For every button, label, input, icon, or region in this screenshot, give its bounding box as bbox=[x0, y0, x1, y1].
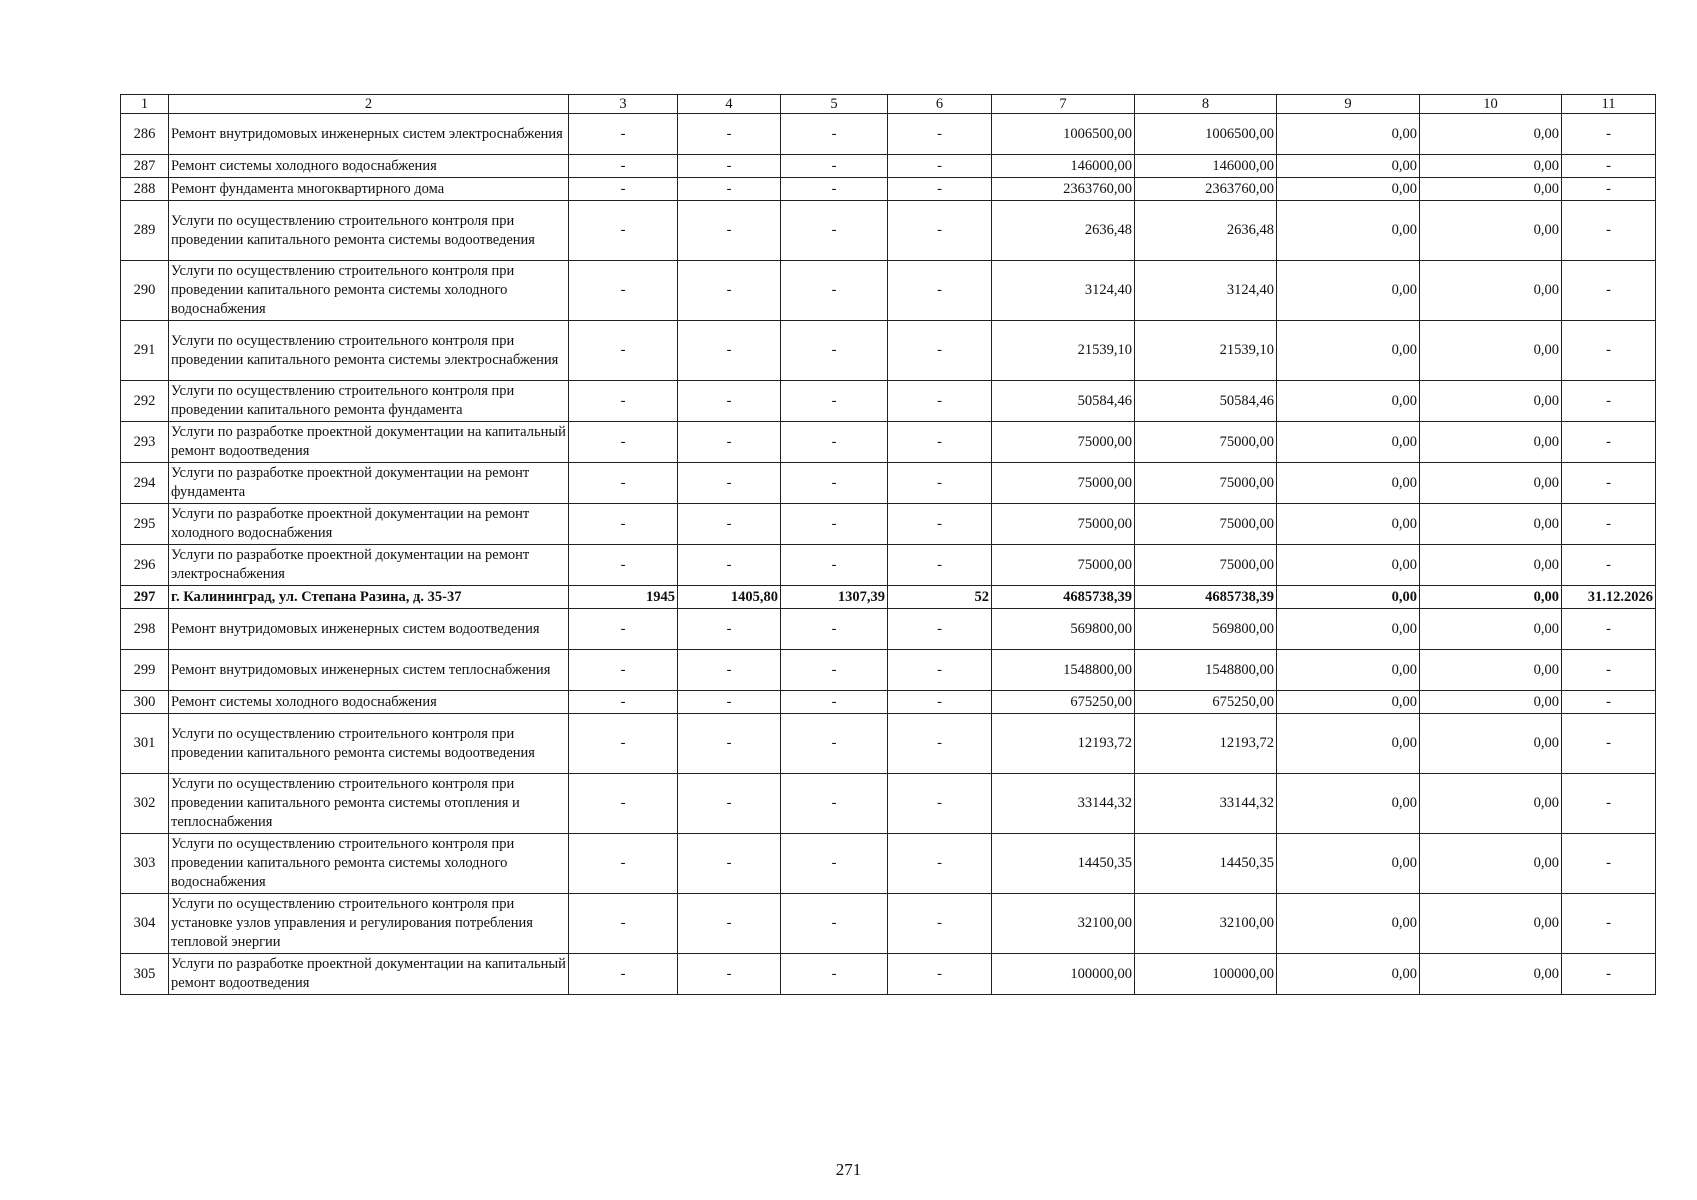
row-number: 300 bbox=[121, 691, 169, 714]
cell-col11: - bbox=[1562, 774, 1656, 834]
cell-col11: - bbox=[1562, 545, 1656, 586]
table-row bbox=[121, 834, 1656, 894]
cell-col10: 0,00 bbox=[1420, 691, 1562, 714]
table-row bbox=[121, 586, 1656, 609]
cell-col5: - bbox=[781, 422, 888, 463]
cell-col3: - bbox=[569, 691, 678, 714]
col-header-10: 10 bbox=[1420, 95, 1562, 114]
table-row bbox=[121, 650, 1656, 691]
row-description: Услуги по осуществлению строительного контроля при проведении капитального ремонта системы холодного водоснабжения bbox=[169, 261, 569, 321]
cell-col9: 0,00 bbox=[1277, 114, 1420, 155]
cell-col9: 0,00 bbox=[1277, 545, 1420, 586]
cell-col7: 4685738,39 bbox=[992, 586, 1135, 609]
cell-col4: - bbox=[678, 834, 781, 894]
cell-col9: 0,00 bbox=[1277, 463, 1420, 504]
cell-col10: 0,00 bbox=[1420, 894, 1562, 954]
cell-col10: 0,00 bbox=[1420, 650, 1562, 691]
row-description: Услуги по разработке проектной документации на ремонт электроснабжения bbox=[169, 545, 569, 586]
cell-col7: 21539,10 bbox=[992, 321, 1135, 381]
cell-col7: 2363760,00 bbox=[992, 178, 1135, 201]
cell-col5: - bbox=[781, 834, 888, 894]
cell-col11: - bbox=[1562, 155, 1656, 178]
cell-col5: 1307,39 bbox=[781, 586, 888, 609]
row-description: Услуги по осуществлению строительного контроля при проведении капитального ремонта системы отопления и теплоснабжения bbox=[169, 774, 569, 834]
cell-col9: 0,00 bbox=[1277, 586, 1420, 609]
cell-col7: 2636,48 bbox=[992, 201, 1135, 261]
cell-col4: - bbox=[678, 261, 781, 321]
cell-col5: - bbox=[781, 609, 888, 650]
cell-col11: - bbox=[1562, 691, 1656, 714]
table-row bbox=[121, 714, 1656, 774]
row-description: Услуги по осуществлению строительного контроля при проведении капитального ремонта фундамента bbox=[169, 381, 569, 422]
cell-col11: - bbox=[1562, 834, 1656, 894]
cell-col10: 0,00 bbox=[1420, 609, 1562, 650]
cell-col6: - bbox=[888, 422, 992, 463]
cell-col6: - bbox=[888, 774, 992, 834]
cell-col11: - bbox=[1562, 261, 1656, 321]
cell-col7: 32100,00 bbox=[992, 894, 1135, 954]
cell-col6: - bbox=[888, 691, 992, 714]
cell-col5: - bbox=[781, 774, 888, 834]
cell-col8: 146000,00 bbox=[1135, 155, 1277, 178]
row-number: 293 bbox=[121, 422, 169, 463]
row-number: 292 bbox=[121, 381, 169, 422]
row-number: 303 bbox=[121, 834, 169, 894]
cell-col6: - bbox=[888, 650, 992, 691]
row-description: Ремонт системы холодного водоснабжения bbox=[169, 155, 569, 178]
cell-col9: 0,00 bbox=[1277, 201, 1420, 261]
row-number: 288 bbox=[121, 178, 169, 201]
cell-col4: - bbox=[678, 201, 781, 261]
row-number: 295 bbox=[121, 504, 169, 545]
cell-col5: - bbox=[781, 114, 888, 155]
cell-col10: 0,00 bbox=[1420, 261, 1562, 321]
cell-col10: 0,00 bbox=[1420, 155, 1562, 178]
cell-col5: - bbox=[781, 261, 888, 321]
cell-col6: - bbox=[888, 321, 992, 381]
cell-col8: 2363760,00 bbox=[1135, 178, 1277, 201]
cell-col4: - bbox=[678, 321, 781, 381]
cell-col8: 4685738,39 bbox=[1135, 586, 1277, 609]
cell-col5: - bbox=[781, 545, 888, 586]
col-header-7: 7 bbox=[992, 95, 1135, 114]
cell-col9: 0,00 bbox=[1277, 894, 1420, 954]
cell-col7: 675250,00 bbox=[992, 691, 1135, 714]
table-row bbox=[121, 114, 1656, 155]
cell-col8: 100000,00 bbox=[1135, 954, 1277, 995]
cell-col4: - bbox=[678, 650, 781, 691]
cell-col4: - bbox=[678, 155, 781, 178]
cell-col9: 0,00 bbox=[1277, 609, 1420, 650]
row-description: Ремонт фундамента многоквартирного дома bbox=[169, 178, 569, 201]
row-number: 302 bbox=[121, 774, 169, 834]
cell-col10: 0,00 bbox=[1420, 954, 1562, 995]
cell-col11: 31.12.2026 bbox=[1562, 586, 1656, 609]
cell-col8: 12193,72 bbox=[1135, 714, 1277, 774]
cell-col10: 0,00 bbox=[1420, 504, 1562, 545]
cell-col3: - bbox=[569, 201, 678, 261]
table-row bbox=[121, 178, 1656, 201]
cell-col7: 12193,72 bbox=[992, 714, 1135, 774]
cell-col9: 0,00 bbox=[1277, 650, 1420, 691]
row-number: 304 bbox=[121, 894, 169, 954]
table-row bbox=[121, 504, 1656, 545]
cell-col7: 100000,00 bbox=[992, 954, 1135, 995]
cell-col8: 75000,00 bbox=[1135, 504, 1277, 545]
cell-col3: - bbox=[569, 178, 678, 201]
cell-col4: - bbox=[678, 609, 781, 650]
cell-col3: - bbox=[569, 609, 678, 650]
cell-col8: 75000,00 bbox=[1135, 463, 1277, 504]
cell-col10: 0,00 bbox=[1420, 381, 1562, 422]
row-description: Услуги по осуществлению строительного контроля при проведении капитального ремонта системы водоотведения bbox=[169, 201, 569, 261]
table-row bbox=[121, 381, 1656, 422]
cell-col9: 0,00 bbox=[1277, 155, 1420, 178]
row-number: 305 bbox=[121, 954, 169, 995]
col-header-8: 8 bbox=[1135, 95, 1277, 114]
cell-col7: 33144,32 bbox=[992, 774, 1135, 834]
cell-col8: 1006500,00 bbox=[1135, 114, 1277, 155]
cell-col11: - bbox=[1562, 894, 1656, 954]
cell-col3: - bbox=[569, 463, 678, 504]
cell-col9: 0,00 bbox=[1277, 261, 1420, 321]
row-description: Услуги по осуществлению строительного контроля при проведении капитального ремонта системы водоотведения bbox=[169, 714, 569, 774]
cell-col8: 14450,35 bbox=[1135, 834, 1277, 894]
cell-col3: - bbox=[569, 261, 678, 321]
table-row bbox=[121, 894, 1656, 954]
cell-col5: - bbox=[781, 954, 888, 995]
cell-col5: - bbox=[781, 650, 888, 691]
row-number: 287 bbox=[121, 155, 169, 178]
cell-col6: - bbox=[888, 504, 992, 545]
table-row bbox=[121, 261, 1656, 321]
cell-col3: - bbox=[569, 774, 678, 834]
cell-col8: 75000,00 bbox=[1135, 422, 1277, 463]
cell-col5: - bbox=[781, 894, 888, 954]
col-header-2: 2 bbox=[169, 95, 569, 114]
cell-col6: - bbox=[888, 545, 992, 586]
cell-col11: - bbox=[1562, 422, 1656, 463]
cell-col6: - bbox=[888, 609, 992, 650]
cell-col5: - bbox=[781, 463, 888, 504]
cell-col4: - bbox=[678, 178, 781, 201]
cell-col6: - bbox=[888, 261, 992, 321]
col-header-4: 4 bbox=[678, 95, 781, 114]
cell-col10: 0,00 bbox=[1420, 774, 1562, 834]
cell-col10: 0,00 bbox=[1420, 463, 1562, 504]
col-header-1: 1 bbox=[121, 95, 169, 114]
cell-col8: 569800,00 bbox=[1135, 609, 1277, 650]
cell-col9: 0,00 bbox=[1277, 504, 1420, 545]
cell-col10: 0,00 bbox=[1420, 201, 1562, 261]
cell-col7: 1006500,00 bbox=[992, 114, 1135, 155]
cell-col11: - bbox=[1562, 321, 1656, 381]
cell-col7: 569800,00 bbox=[992, 609, 1135, 650]
row-description: Услуги по разработке проектной документации на ремонт холодного водоснабжения bbox=[169, 504, 569, 545]
row-description: Услуги по осуществлению строительного контроля при проведении капитального ремонта системы холодного водоснабжения bbox=[169, 834, 569, 894]
cell-col8: 2636,48 bbox=[1135, 201, 1277, 261]
cell-col4: - bbox=[678, 114, 781, 155]
row-number: 286 bbox=[121, 114, 169, 155]
table-row bbox=[121, 463, 1656, 504]
cell-col6: - bbox=[888, 155, 992, 178]
table-row bbox=[121, 954, 1656, 995]
cell-col11: - bbox=[1562, 609, 1656, 650]
cell-col7: 14450,35 bbox=[992, 834, 1135, 894]
cell-col3: 1945 bbox=[569, 586, 678, 609]
cell-col4: - bbox=[678, 545, 781, 586]
table-row bbox=[121, 155, 1656, 178]
cell-col3: - bbox=[569, 504, 678, 545]
cell-col5: - bbox=[781, 381, 888, 422]
cell-col4: - bbox=[678, 381, 781, 422]
col-header-9: 9 bbox=[1277, 95, 1420, 114]
cell-col7: 3124,40 bbox=[992, 261, 1135, 321]
cell-col8: 3124,40 bbox=[1135, 261, 1277, 321]
cell-col11: - bbox=[1562, 114, 1656, 155]
cell-col6: - bbox=[888, 201, 992, 261]
cell-col7: 1548800,00 bbox=[992, 650, 1135, 691]
cell-col5: - bbox=[781, 691, 888, 714]
cell-col8: 21539,10 bbox=[1135, 321, 1277, 381]
cell-col6: - bbox=[888, 714, 992, 774]
cell-col3: - bbox=[569, 155, 678, 178]
cell-col3: - bbox=[569, 381, 678, 422]
cell-col10: 0,00 bbox=[1420, 834, 1562, 894]
cell-col3: - bbox=[569, 545, 678, 586]
cell-col4: - bbox=[678, 714, 781, 774]
row-description: Ремонт системы холодного водоснабжения bbox=[169, 691, 569, 714]
cell-col5: - bbox=[781, 178, 888, 201]
cell-col11: - bbox=[1562, 178, 1656, 201]
header-row bbox=[121, 95, 1656, 114]
cell-col10: 0,00 bbox=[1420, 178, 1562, 201]
row-description: Услуги по разработке проектной документации на капитальный ремонт водоотведения bbox=[169, 954, 569, 995]
cell-col10: 0,00 bbox=[1420, 114, 1562, 155]
table-row bbox=[121, 545, 1656, 586]
cell-col6: - bbox=[888, 463, 992, 504]
cell-col8: 675250,00 bbox=[1135, 691, 1277, 714]
cell-col10: 0,00 bbox=[1420, 545, 1562, 586]
cell-col9: 0,00 bbox=[1277, 834, 1420, 894]
cell-col4: - bbox=[678, 894, 781, 954]
cell-col10: 0,00 bbox=[1420, 586, 1562, 609]
table-row bbox=[121, 774, 1656, 834]
cell-col8: 50584,46 bbox=[1135, 381, 1277, 422]
data-table bbox=[120, 94, 1656, 995]
cell-col9: 0,00 bbox=[1277, 714, 1420, 774]
cell-col3: - bbox=[569, 114, 678, 155]
row-description: Услуги по осуществлению строительного контроля при установке узлов управления и регулирования потребления тепловой энергии bbox=[169, 894, 569, 954]
row-description: Услуги по осуществлению строительного контроля при проведении капитального ремонта системы электроснабжения bbox=[169, 321, 569, 381]
cell-col4: - bbox=[678, 504, 781, 545]
cell-col9: 0,00 bbox=[1277, 422, 1420, 463]
cell-col6: - bbox=[888, 954, 992, 995]
cell-col7: 146000,00 bbox=[992, 155, 1135, 178]
cell-col4: 1405,80 bbox=[678, 586, 781, 609]
cell-col9: 0,00 bbox=[1277, 178, 1420, 201]
row-description: г. Калининград, ул. Степана Разина, д. 35-37 bbox=[169, 586, 569, 609]
row-number: 290 bbox=[121, 261, 169, 321]
row-number: 296 bbox=[121, 545, 169, 586]
cell-col6: - bbox=[888, 178, 992, 201]
cell-col7: 50584,46 bbox=[992, 381, 1135, 422]
col-header-3: 3 bbox=[569, 95, 678, 114]
table-row bbox=[121, 691, 1656, 714]
cell-col3: - bbox=[569, 894, 678, 954]
row-number: 297 bbox=[121, 586, 169, 609]
cell-col7: 75000,00 bbox=[992, 504, 1135, 545]
cell-col5: - bbox=[781, 201, 888, 261]
col-header-11: 11 bbox=[1562, 95, 1656, 114]
cell-col8: 75000,00 bbox=[1135, 545, 1277, 586]
row-number: 298 bbox=[121, 609, 169, 650]
cell-col9: 0,00 bbox=[1277, 381, 1420, 422]
cell-col11: - bbox=[1562, 381, 1656, 422]
cell-col11: - bbox=[1562, 504, 1656, 545]
cell-col8: 32100,00 bbox=[1135, 894, 1277, 954]
cell-col3: - bbox=[569, 954, 678, 995]
cell-col3: - bbox=[569, 714, 678, 774]
cell-col5: - bbox=[781, 321, 888, 381]
row-description: Ремонт внутридомовых инженерных систем электроснабжения bbox=[169, 114, 569, 155]
cell-col11: - bbox=[1562, 201, 1656, 261]
page-number: 271 bbox=[835, 1160, 862, 1179]
row-number: 289 bbox=[121, 201, 169, 261]
cell-col4: - bbox=[678, 463, 781, 504]
row-description: Услуги по разработке проектной документации на капитальный ремонт водоотведения bbox=[169, 422, 569, 463]
cell-col4: - bbox=[678, 954, 781, 995]
cell-col11: - bbox=[1562, 714, 1656, 774]
cell-col6: - bbox=[888, 114, 992, 155]
table-row bbox=[121, 201, 1656, 261]
cell-col6: - bbox=[888, 381, 992, 422]
cell-col4: - bbox=[678, 774, 781, 834]
table-row bbox=[121, 422, 1656, 463]
cell-col7: 75000,00 bbox=[992, 545, 1135, 586]
cell-col9: 0,00 bbox=[1277, 774, 1420, 834]
table-row bbox=[121, 609, 1656, 650]
cell-col3: - bbox=[569, 650, 678, 691]
col-header-5: 5 bbox=[781, 95, 888, 114]
cell-col10: 0,00 bbox=[1420, 321, 1562, 381]
cell-col6: - bbox=[888, 834, 992, 894]
cell-col8: 33144,32 bbox=[1135, 774, 1277, 834]
col-header-6: 6 bbox=[888, 95, 992, 114]
cell-col9: 0,00 bbox=[1277, 321, 1420, 381]
cell-col4: - bbox=[678, 691, 781, 714]
cell-col10: 0,00 bbox=[1420, 714, 1562, 774]
cell-col3: - bbox=[569, 321, 678, 381]
cell-col3: - bbox=[569, 834, 678, 894]
row-number: 299 bbox=[121, 650, 169, 691]
cell-col9: 0,00 bbox=[1277, 691, 1420, 714]
cell-col8: 1548800,00 bbox=[1135, 650, 1277, 691]
cell-col6: 52 bbox=[888, 586, 992, 609]
row-number: 301 bbox=[121, 714, 169, 774]
row-description: Ремонт внутридомовых инженерных систем водоотведения bbox=[169, 609, 569, 650]
cell-col10: 0,00 bbox=[1420, 422, 1562, 463]
cell-col11: - bbox=[1562, 650, 1656, 691]
cell-col7: 75000,00 bbox=[992, 422, 1135, 463]
cell-col5: - bbox=[781, 504, 888, 545]
cell-col11: - bbox=[1562, 463, 1656, 504]
cell-col4: - bbox=[678, 422, 781, 463]
row-number: 294 bbox=[121, 463, 169, 504]
cell-col3: - bbox=[569, 422, 678, 463]
cell-col5: - bbox=[781, 714, 888, 774]
table-row bbox=[121, 321, 1656, 381]
cell-col7: 75000,00 bbox=[992, 463, 1135, 504]
cell-col9: 0,00 bbox=[1277, 954, 1420, 995]
cell-col11: - bbox=[1562, 954, 1656, 995]
cell-col6: - bbox=[888, 894, 992, 954]
row-number: 291 bbox=[121, 321, 169, 381]
row-description: Услуги по разработке проектной документации на ремонт фундамента bbox=[169, 463, 569, 504]
row-description: Ремонт внутридомовых инженерных систем теплоснабжения bbox=[169, 650, 569, 691]
cell-col5: - bbox=[781, 155, 888, 178]
